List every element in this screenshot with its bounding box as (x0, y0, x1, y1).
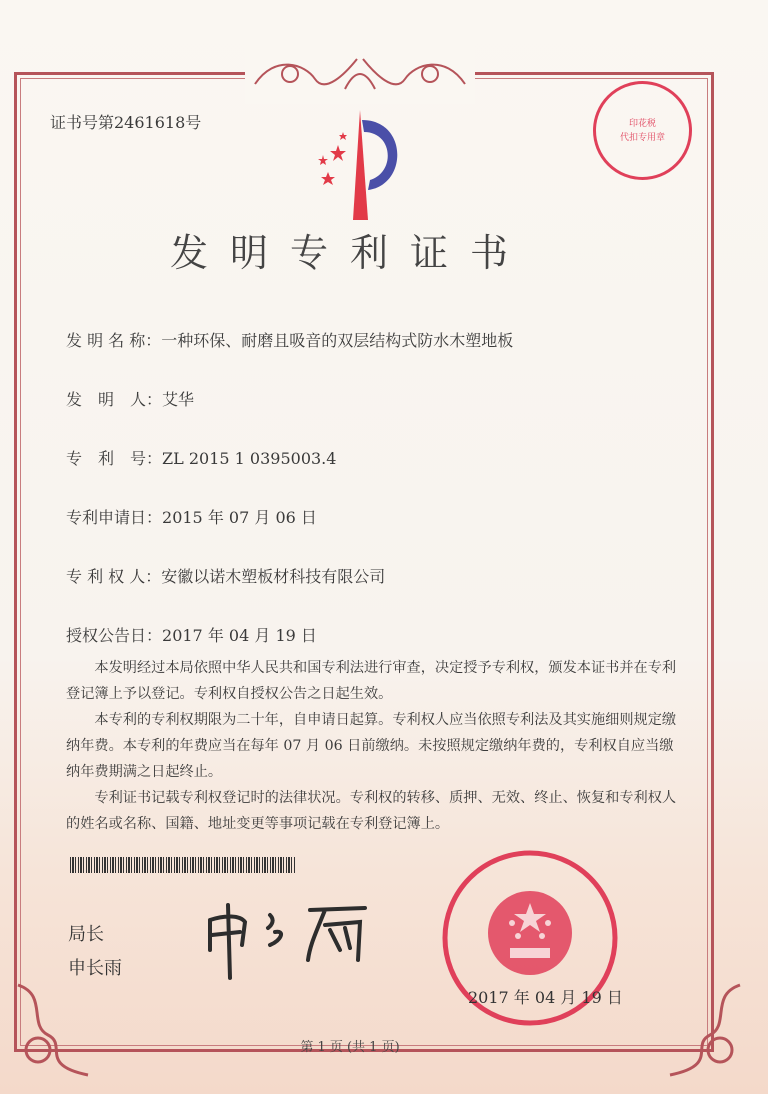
field-patentee: 专 利 权 人：安徽以诺木塑板材科技有限公司 (66, 567, 386, 586)
body-paragraph: 本专利的专利权期限为二十年，自申请日起算。专利权人应当依照专利法及其实施细则规定缴纳年费。本专利的年费应当在每年 07 月 06 日前缴纳。未按照规定缴纳年费的，专利权自应当缴纳年费期满之日起终止。 (66, 712, 677, 780)
seal-date: 2017 年 04 月 19 日 (468, 988, 623, 1007)
page-title: 发明专利证书 (169, 231, 530, 275)
page-number: 第 1 页 (共 1 页) (300, 1040, 400, 1055)
field-patent-number: 专 利 号：ZL 2015 1 0395003.4 (66, 449, 337, 468)
tax-stamp-seal-icon (590, 78, 695, 183)
corner-ornament-icon (8, 975, 98, 1085)
field-invention-name: 发 明 名 称：一种环保、耐磨且吸音的双层结构式防水木塑地板 (66, 331, 514, 350)
field-inventor: 发 明 人：艾华 (66, 390, 195, 409)
signature-icon (200, 890, 380, 980)
certificate-number: 证书号第2461618号 (50, 113, 202, 132)
field-grant-date: 授权公告日：2017 年 04 月 19 日 (66, 626, 317, 645)
field-application-date: 专利申请日：2015 年 07 月 06 日 (66, 508, 317, 527)
director-name: 申长雨 (68, 958, 122, 979)
barcode-icon (70, 857, 295, 873)
director-title: 局长 (68, 924, 104, 945)
svg-text:印花税: 印花税 (628, 119, 657, 129)
corner-ornament-icon (660, 975, 750, 1085)
cnipa-logo-icon (298, 110, 418, 220)
body-paragraph: 专利证书记载专利权登记时的法律状况。专利权的转移、质押、无效、终止、恢复和专利权人的姓名或名称、国籍、地址变更等事项记载在专利登记簿上。 (66, 790, 677, 832)
top-ornament-icon (245, 44, 475, 104)
body-paragraph: 本发明经过本局依照中华人民共和国专利法进行审查，决定授予专利权，颁发本证书并在专利登记簿上予以登记。专利权自授权公告之日起生效。 (66, 660, 677, 702)
certificate-body (66, 655, 686, 837)
svg-text:代扣专用章: 代扣专用章 (619, 133, 666, 143)
